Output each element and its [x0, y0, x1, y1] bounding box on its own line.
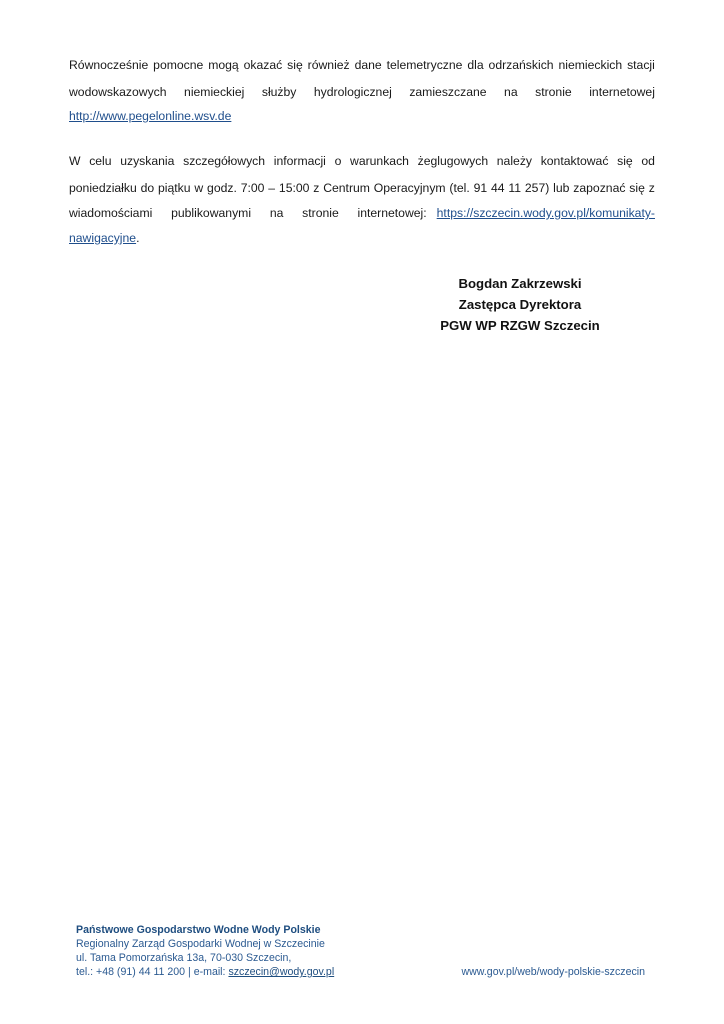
word: stronie: [535, 85, 572, 99]
word: piątku: [158, 181, 191, 195]
word: internetowej: [589, 85, 655, 99]
word: (tel.: [449, 181, 470, 195]
word: 7:00: [240, 181, 265, 195]
signature-org: PGW WP RZGW Szczecin: [440, 318, 600, 333]
word: z: [313, 181, 320, 195]
word: lub: [553, 181, 570, 195]
word: hydrologicznej: [313, 85, 392, 99]
trailing-period: .: [136, 231, 140, 245]
word: godz.: [207, 181, 237, 195]
word: mogą: [208, 58, 239, 72]
word: 91: [473, 181, 488, 195]
komunikaty-link[interactable]: https://szczecin.wody.gov.pl/komunikaty-: [436, 206, 655, 220]
signature-title: Zastępca Dyrektora: [458, 297, 582, 312]
word: wodowskazowych: [69, 85, 167, 99]
footer-website[interactable]: www.gov.pl/web/wody-polskie-szczecin: [461, 966, 645, 978]
paragraph-line: [69, 58, 655, 72]
word: kontaktować: [540, 154, 609, 168]
word: okazać: [243, 58, 283, 72]
word: –: [268, 181, 276, 195]
word: Operacyjnym: [373, 181, 446, 195]
word: warunkach: [350, 154, 409, 168]
word: celu: [89, 154, 112, 168]
pegelonline-link[interactable]: http://www.pegelonline.wsv.de: [69, 109, 232, 123]
word: o: [334, 154, 342, 168]
word: Centrum: [323, 181, 370, 195]
footer-address: ul. Tama Pomorzańska 13a, 70-030 Szczecin,: [76, 952, 292, 964]
paragraph-line: [69, 181, 655, 195]
word: odrzańskich: [488, 58, 554, 72]
footer-org-name: Państwowe Gospodarstwo Wodne Wody Polskie: [76, 924, 321, 936]
paragraph-line: [69, 154, 655, 168]
word: dane: [354, 58, 382, 72]
signature-name: Bogdan Zakrzewski: [458, 276, 582, 291]
footer-email-link[interactable]: szczecin@wody.gov.pl: [228, 966, 335, 978]
word: wiadomościami: [69, 206, 153, 220]
paragraph-line: [69, 231, 655, 245]
word: na: [269, 206, 284, 220]
word: na: [504, 85, 518, 99]
word: 15:00: [278, 181, 310, 195]
word: żeglugowych: [417, 154, 489, 168]
word: 44: [491, 181, 505, 195]
word: W: [69, 154, 81, 168]
word: się: [629, 181, 645, 195]
word: publikowanymi: [171, 206, 252, 220]
word: szczegółowych: [183, 154, 266, 168]
word: informacji: [273, 154, 326, 168]
paragraph-word-group: [69, 206, 427, 220]
word: 11: [508, 181, 522, 195]
footer-contact: [76, 966, 334, 978]
word: w: [194, 181, 204, 195]
word: stronie: [302, 206, 339, 220]
word: od: [641, 154, 655, 168]
word: z: [648, 181, 655, 195]
word: zamieszczane: [409, 85, 487, 99]
word: do: [140, 181, 155, 195]
word: uzyskania: [120, 154, 175, 168]
word: dla: [467, 58, 484, 72]
word: stacji: [627, 58, 655, 72]
word: 257): [524, 181, 550, 195]
word: poniedziałku: [69, 181, 137, 195]
word: służby: [261, 85, 297, 99]
word: internetowej:: [357, 206, 427, 220]
word: również: [307, 58, 350, 72]
paragraph-line: [69, 85, 655, 99]
word: zapoznać: [573, 181, 626, 195]
word: pomocne: [153, 58, 204, 72]
word: Równocześnie: [69, 58, 149, 72]
paragraph-line: [69, 109, 655, 123]
word: telemetryczne: [386, 58, 463, 72]
word: niemieckich: [558, 58, 623, 72]
paragraph-line: [69, 206, 655, 220]
word: się: [617, 154, 633, 168]
komunikaty-link-continued[interactable]: nawigacyjne: [69, 231, 137, 245]
word: się: [287, 58, 303, 72]
footer-unit-name: Regionalny Zarząd Gospodarki Wodnej w Szczecinie: [76, 938, 325, 950]
word: niemieckiej: [184, 85, 245, 99]
footer-phone: tel.: +48 (91) 44 11 200 | e-mail:: [76, 966, 229, 978]
word: należy: [496, 154, 533, 168]
